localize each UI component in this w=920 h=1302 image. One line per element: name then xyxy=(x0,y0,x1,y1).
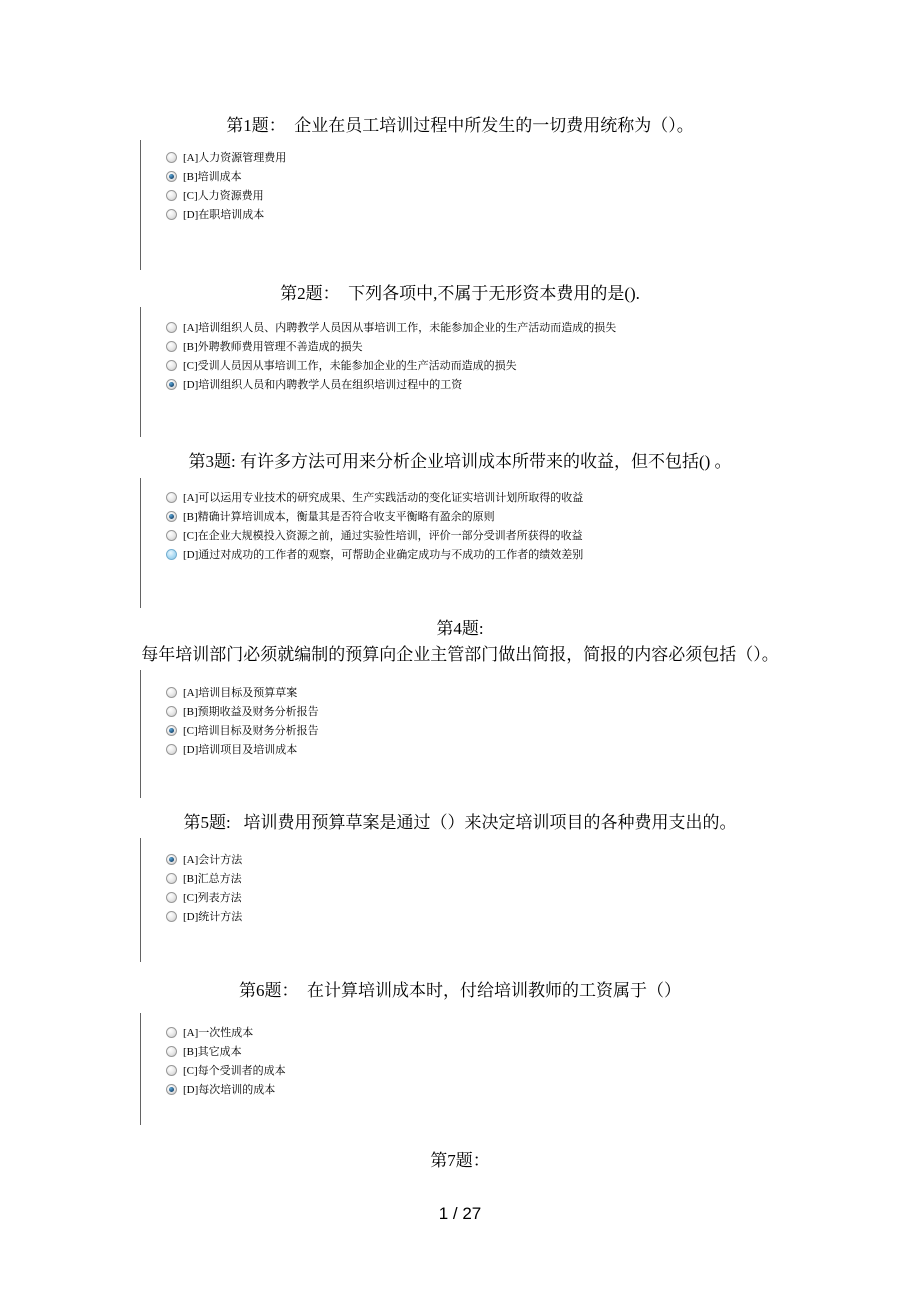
radio-unselected-icon[interactable] xyxy=(166,1065,177,1076)
question-2-option-a[interactable] xyxy=(166,318,616,337)
question-5-options-group xyxy=(140,838,242,962)
page-number: 1 / 27 xyxy=(438,1204,482,1223)
question-3-option-b[interactable] xyxy=(166,507,583,526)
question-5-option-d[interactable] xyxy=(166,907,242,926)
question-1-option-d[interactable] xyxy=(166,205,286,224)
question-4-title-line2: 每年培训部门必须就编制的预算向企业主管部门做出简报，简报的内容必须包括（）。 xyxy=(141,645,779,664)
option-label[interactable]: [D]每次培训的成本 xyxy=(183,1083,276,1096)
radio-selected-icon[interactable] xyxy=(166,171,177,182)
radio-unselected-icon[interactable] xyxy=(166,209,177,220)
question-3-option-c[interactable] xyxy=(166,526,583,545)
radio-unselected-icon[interactable] xyxy=(166,1027,177,1038)
radio-unselected-icon[interactable] xyxy=(166,341,177,352)
question-1-title: 第1题： 企业在员工培训过程中所发生的一切费用统称为（）。 xyxy=(226,116,694,135)
radio-selected-icon[interactable] xyxy=(166,1084,177,1095)
radio-unselected-icon[interactable] xyxy=(166,892,177,903)
question-5-option-a[interactable] xyxy=(166,850,242,869)
question-1-option-b[interactable] xyxy=(166,167,286,186)
question-5-option-c[interactable] xyxy=(166,888,242,907)
radio-unselected-icon[interactable] xyxy=(166,744,177,755)
radio-selected-icon[interactable] xyxy=(166,379,177,390)
question-4-option-b[interactable] xyxy=(166,702,319,721)
radio-unselected-icon[interactable] xyxy=(166,530,177,541)
option-label[interactable]: [C]培训目标及财务分析报告 xyxy=(183,724,319,737)
question-4-option-d[interactable] xyxy=(166,740,319,759)
question-4-title: 第4题: xyxy=(436,619,484,638)
option-label[interactable]: [C]列表方法 xyxy=(183,891,242,904)
radio-focused-icon[interactable] xyxy=(166,549,177,560)
question-6-option-b[interactable] xyxy=(166,1042,286,1061)
option-label[interactable]: [C]每个受训者的成本 xyxy=(183,1064,286,1077)
question-5-title: 第5题: 培训费用预算草案是通过（）来决定培训项目的各种费用支出的。 xyxy=(183,813,737,832)
question-3-options-group xyxy=(140,478,583,608)
option-label[interactable]: [D]培训项目及培训成本 xyxy=(183,743,298,756)
option-label[interactable]: [A]可以运用专业技术的研究成果、生产实践活动的变化证实培训计划所取得的收益 xyxy=(183,491,584,504)
option-label[interactable]: [B]精确计算培训成本，衡量其是否符合收支平衡略有盈余的原则 xyxy=(183,510,495,523)
radio-unselected-icon[interactable] xyxy=(166,492,177,503)
question-3-title: 第3题: 有许多方法可用来分析企业培训成本所带来的收益，但不包括() 。 xyxy=(188,452,732,471)
option-label[interactable]: [C]人力资源费用 xyxy=(183,189,264,202)
radio-unselected-icon[interactable] xyxy=(166,706,177,717)
radio-selected-icon[interactable] xyxy=(166,511,177,522)
question-3-option-a[interactable] xyxy=(166,488,583,507)
radio-selected-icon[interactable] xyxy=(166,854,177,865)
question-6-option-a[interactable] xyxy=(166,1023,286,1042)
question-5-option-b[interactable] xyxy=(166,869,242,888)
option-label[interactable]: [D]通过对成功的工作者的观察，可帮助企业确定成功与不成功的工作者的绩效差别 xyxy=(183,548,584,561)
radio-unselected-icon[interactable] xyxy=(166,322,177,333)
question-6-title: 第6题： 在计算培训成本时，付给培训教师的工资属于（） xyxy=(239,981,681,1000)
question-2-options-group xyxy=(140,307,616,437)
option-label[interactable]: [D]统计方法 xyxy=(183,910,243,923)
radio-selected-icon[interactable] xyxy=(166,725,177,736)
option-label[interactable]: [B]培训成本 xyxy=(183,170,242,183)
question-1-options-group xyxy=(140,140,286,270)
option-label[interactable]: [A]培训组织人员、内聘教学人员因从事培训工作，未能参加企业的生产活动而造成的损失 xyxy=(183,321,617,334)
option-label[interactable]: [C]在企业大规模投入资源之前，通过实验性培训，评价一部分受训者所获得的收益 xyxy=(183,529,583,542)
radio-unselected-icon[interactable] xyxy=(166,360,177,371)
option-label[interactable]: [A]会计方法 xyxy=(183,853,243,866)
option-label[interactable]: [C]受训人员因从事培训工作，未能参加企业的生产活动而造成的损失 xyxy=(183,359,517,372)
option-label[interactable]: [A]人力资源管理费用 xyxy=(183,151,287,164)
question-2-option-b[interactable] xyxy=(166,337,616,356)
option-label[interactable]: [A]一次性成本 xyxy=(183,1026,254,1039)
radio-unselected-icon[interactable] xyxy=(166,873,177,884)
radio-unselected-icon[interactable] xyxy=(166,911,177,922)
question-7-heading: 第7题： xyxy=(430,1151,490,1170)
radio-unselected-icon[interactable] xyxy=(166,190,177,201)
option-label[interactable]: [B]外聘教师费用管理不善造成的损失 xyxy=(183,340,363,353)
option-label[interactable]: [A]培训目标及预算草案 xyxy=(183,686,298,699)
option-label[interactable]: [D]在职培训成本 xyxy=(183,208,265,221)
option-label[interactable]: [B]预期收益及财务分析报告 xyxy=(183,705,319,718)
question-6-option-d[interactable] xyxy=(166,1080,286,1099)
question-4-option-c[interactable] xyxy=(166,721,319,740)
radio-unselected-icon[interactable] xyxy=(166,152,177,163)
question-2-option-d[interactable] xyxy=(166,375,616,394)
question-1-option-c[interactable] xyxy=(166,186,286,205)
radio-unselected-icon[interactable] xyxy=(166,687,177,698)
question-6-option-c[interactable] xyxy=(166,1061,286,1080)
option-label[interactable]: [D]培训组织人员和内聘教学人员在组织培训过程中的工资 xyxy=(183,378,463,391)
option-label[interactable]: [B]汇总方法 xyxy=(183,872,242,885)
question-2-title: 第2题： 下列各项中,不属于无形资本费用的是(). xyxy=(280,284,640,303)
question-2-option-c[interactable] xyxy=(166,356,616,375)
question-4-option-a[interactable] xyxy=(166,683,319,702)
question-4-options-group xyxy=(140,670,319,798)
question-1-option-a[interactable] xyxy=(166,148,286,167)
question-3-option-d[interactable] xyxy=(166,545,583,564)
option-label[interactable]: [B]其它成本 xyxy=(183,1045,242,1058)
question-6-options-group xyxy=(140,1013,286,1125)
radio-unselected-icon[interactable] xyxy=(166,1046,177,1057)
